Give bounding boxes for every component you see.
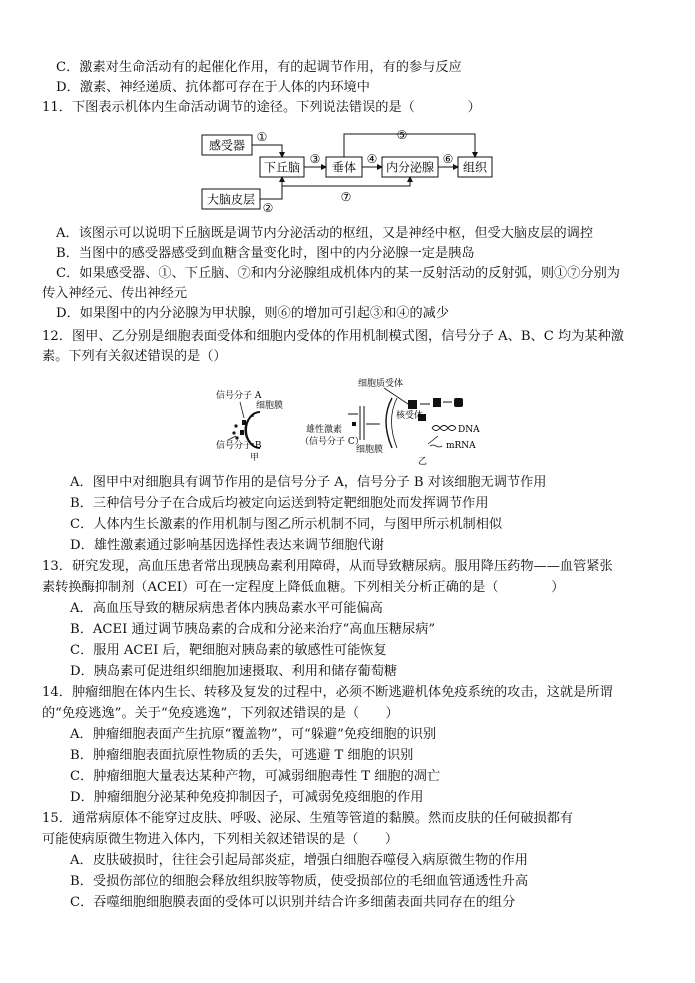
yi-mrna: mRNA (446, 441, 476, 451)
q13-stem-2: 素转换酶抑制剂（ACEI）可在一定程度上降低血糖。下列相关分析正确的是（ ） (42, 580, 565, 595)
q12-figure-jia (214, 378, 300, 462)
label-tissue: 组织 (462, 160, 488, 175)
yi-caption: 乙 (418, 457, 428, 466)
yi-cyto-receptor: 细胞质受体 (358, 379, 404, 389)
q14-stem-1: 14．肿瘤细胞在体内生长、转移及复发的过程中，必须不断逃避机体免疫系统的攻击，这就是所谓 (42, 685, 613, 700)
arrow-1 (252, 145, 282, 157)
q12-option-b: B．三种信号分子在合成后均被定向运送到特定靶细胞处而发挥调节作用 (70, 496, 489, 511)
q12-option-c: C．人体内生长激素的作用机制与图乙所示机制不同，与图甲所示机制相似 (70, 517, 503, 532)
q13-option-d: D．胰岛素可促进组织细胞加速摄取、利用和储存葡萄糖 (70, 664, 398, 679)
q11-option-a: A．该图示可以说明下丘脑既是调节内分泌活动的枢纽，又是神经中枢，但受大脑皮层的调控 (56, 226, 594, 241)
q14-option-d: D．肿瘤细胞分泌某种免疫抑制因子，可减弱免疫细胞的作用 (70, 790, 424, 805)
label-cortex: 大脑皮层 (206, 192, 256, 207)
q11-option-d: D．如果图中的内分泌腺为甲状腺，则⑥的增加可引起③和④的减少 (56, 306, 450, 321)
q15-option-a: A．皮肤破损时，往往会引起局部炎症，增强白细胞吞噬侵入病原微生物的作用 (70, 853, 528, 868)
circle-4: ④ (366, 152, 378, 166)
yi-nuclear-receptor: 核受体 (396, 411, 424, 421)
q14-stem-2: 的“免疫逃逸”。关于“免疫逃逸”，下列叙述错误的是（ ） (42, 706, 399, 721)
arrow-5 (344, 134, 475, 157)
q11-option-c-cont: 传入神经元、传出神经元 (42, 286, 188, 301)
label-receptor: 感受器 (208, 138, 246, 153)
q14-option-c: C．肿瘤细胞大量表达某种产物，可减弱细胞毒性 T 细胞的凋亡 (70, 769, 441, 784)
circle-1: ① (256, 130, 268, 144)
q15-stem-1: 15．通常病原体不能穿过皮肤、呼吸、泌尿、生殖等管道的黏膜。然而皮肤的任何破损都有 (42, 811, 574, 826)
q15-stem-2: 可能使病原微生物进入体内，下列相关叙述错误的是（ ） (42, 832, 399, 847)
q12-option-d: D．雄性激素通过影响基因选择性表达来调节细胞代谢 (70, 538, 384, 553)
label-gland: 内分泌腺 (385, 160, 435, 175)
yi-dna: DNA (458, 425, 480, 435)
q11-option-b: B．当图中的感受器感受到血糖含量变化时，图中的内分泌腺一定是胰岛 (56, 246, 475, 261)
circle-6: ⑥ (442, 152, 454, 166)
circle-7: ⑦ (340, 190, 352, 204)
q12-stem-1: 12．图甲、乙分别是细胞表面受体和细胞内受体的作用机制模式图，信号分子 A、B、C 均为某种激 (42, 329, 624, 344)
q15-option-b: B．受损伤部位的细胞会释放组织胺等物质，使受损部位的毛细血管通透性升高 (70, 874, 529, 889)
jia-membrane: 细胞膜 (256, 401, 284, 411)
yi-membrane: 细胞膜 (356, 445, 384, 455)
q15-option-c: C．吞噬细胞细胞膜表面的受体可以识别并结合许多细菌表面共同存在的组分 (70, 895, 516, 910)
arrow-7 (282, 177, 410, 188)
circle-5: ⑤ (396, 128, 408, 142)
jia-signal-b: 信号分子 B (216, 441, 262, 451)
q11-option-c: C．如果感受器、①、下丘脑、⑦和内分泌腺组成机体内的某一反射活动的反射弧，则①⑦分别为 (56, 266, 620, 281)
q14-option-a: A．肿瘤细胞表面产生抗原“覆盖物”，可“躲避”免疫细胞的识别 (70, 727, 437, 742)
q12-figure-yi (300, 374, 482, 466)
q14-option-b: B．肿瘤细胞表面抗原性物质的丢失，可逃避 T 细胞的识别 (70, 748, 414, 763)
arrow-2 (260, 177, 282, 199)
label-pituitary: 垂体 (331, 160, 357, 175)
q13-option-c: C．服用 ACEI 后，靶细胞对胰岛素的敏感性可能恢复 (70, 643, 387, 658)
jia-signal-a: 信号分子 A (216, 391, 262, 401)
label-hypothalamus: 下丘脑 (263, 160, 301, 175)
q13-option-b: B．ACEI 通过调节胰岛素的合成和分泌来治疗“高血压糖尿病” (70, 622, 436, 637)
q11-regulation-diagram (196, 126, 496, 216)
q13-stem-1: 13．研究发现，高血压患者常出现胰岛素利用障碍，从而导致糖尿病。服用降压药物——血管紧张 (42, 559, 613, 574)
q12-option-a: A．图甲中对细胞具有调节作用的是信号分子 A，信号分子 B 对该细胞无调节作用 (70, 475, 547, 490)
circle-2: ② (262, 201, 274, 215)
q12-stem-2: 素。下列有关叙述错误的是（） (42, 349, 227, 364)
option-d-prev: D．激素、神经递质、抗体都可存在于人体的内环境中 (56, 80, 370, 95)
option-c-prev: C．激素对生命活动有的起催化作用，有的起调节作用，有的参与反应 (56, 60, 462, 75)
q11-stem: 11．下图表示机体内生命活动调节的途径。下列说法错误的是（ ） (42, 100, 481, 115)
yi-hormone-1: 雄性激素 (306, 425, 343, 435)
q13-option-a: A．高血压导致的糖尿病患者体内胰岛素水平可能偏高 (70, 601, 383, 616)
yi-hormone-2: （信号分子 C） (300, 437, 364, 447)
circle-3: ③ (309, 152, 321, 166)
jia-caption: 甲 (250, 453, 260, 462)
